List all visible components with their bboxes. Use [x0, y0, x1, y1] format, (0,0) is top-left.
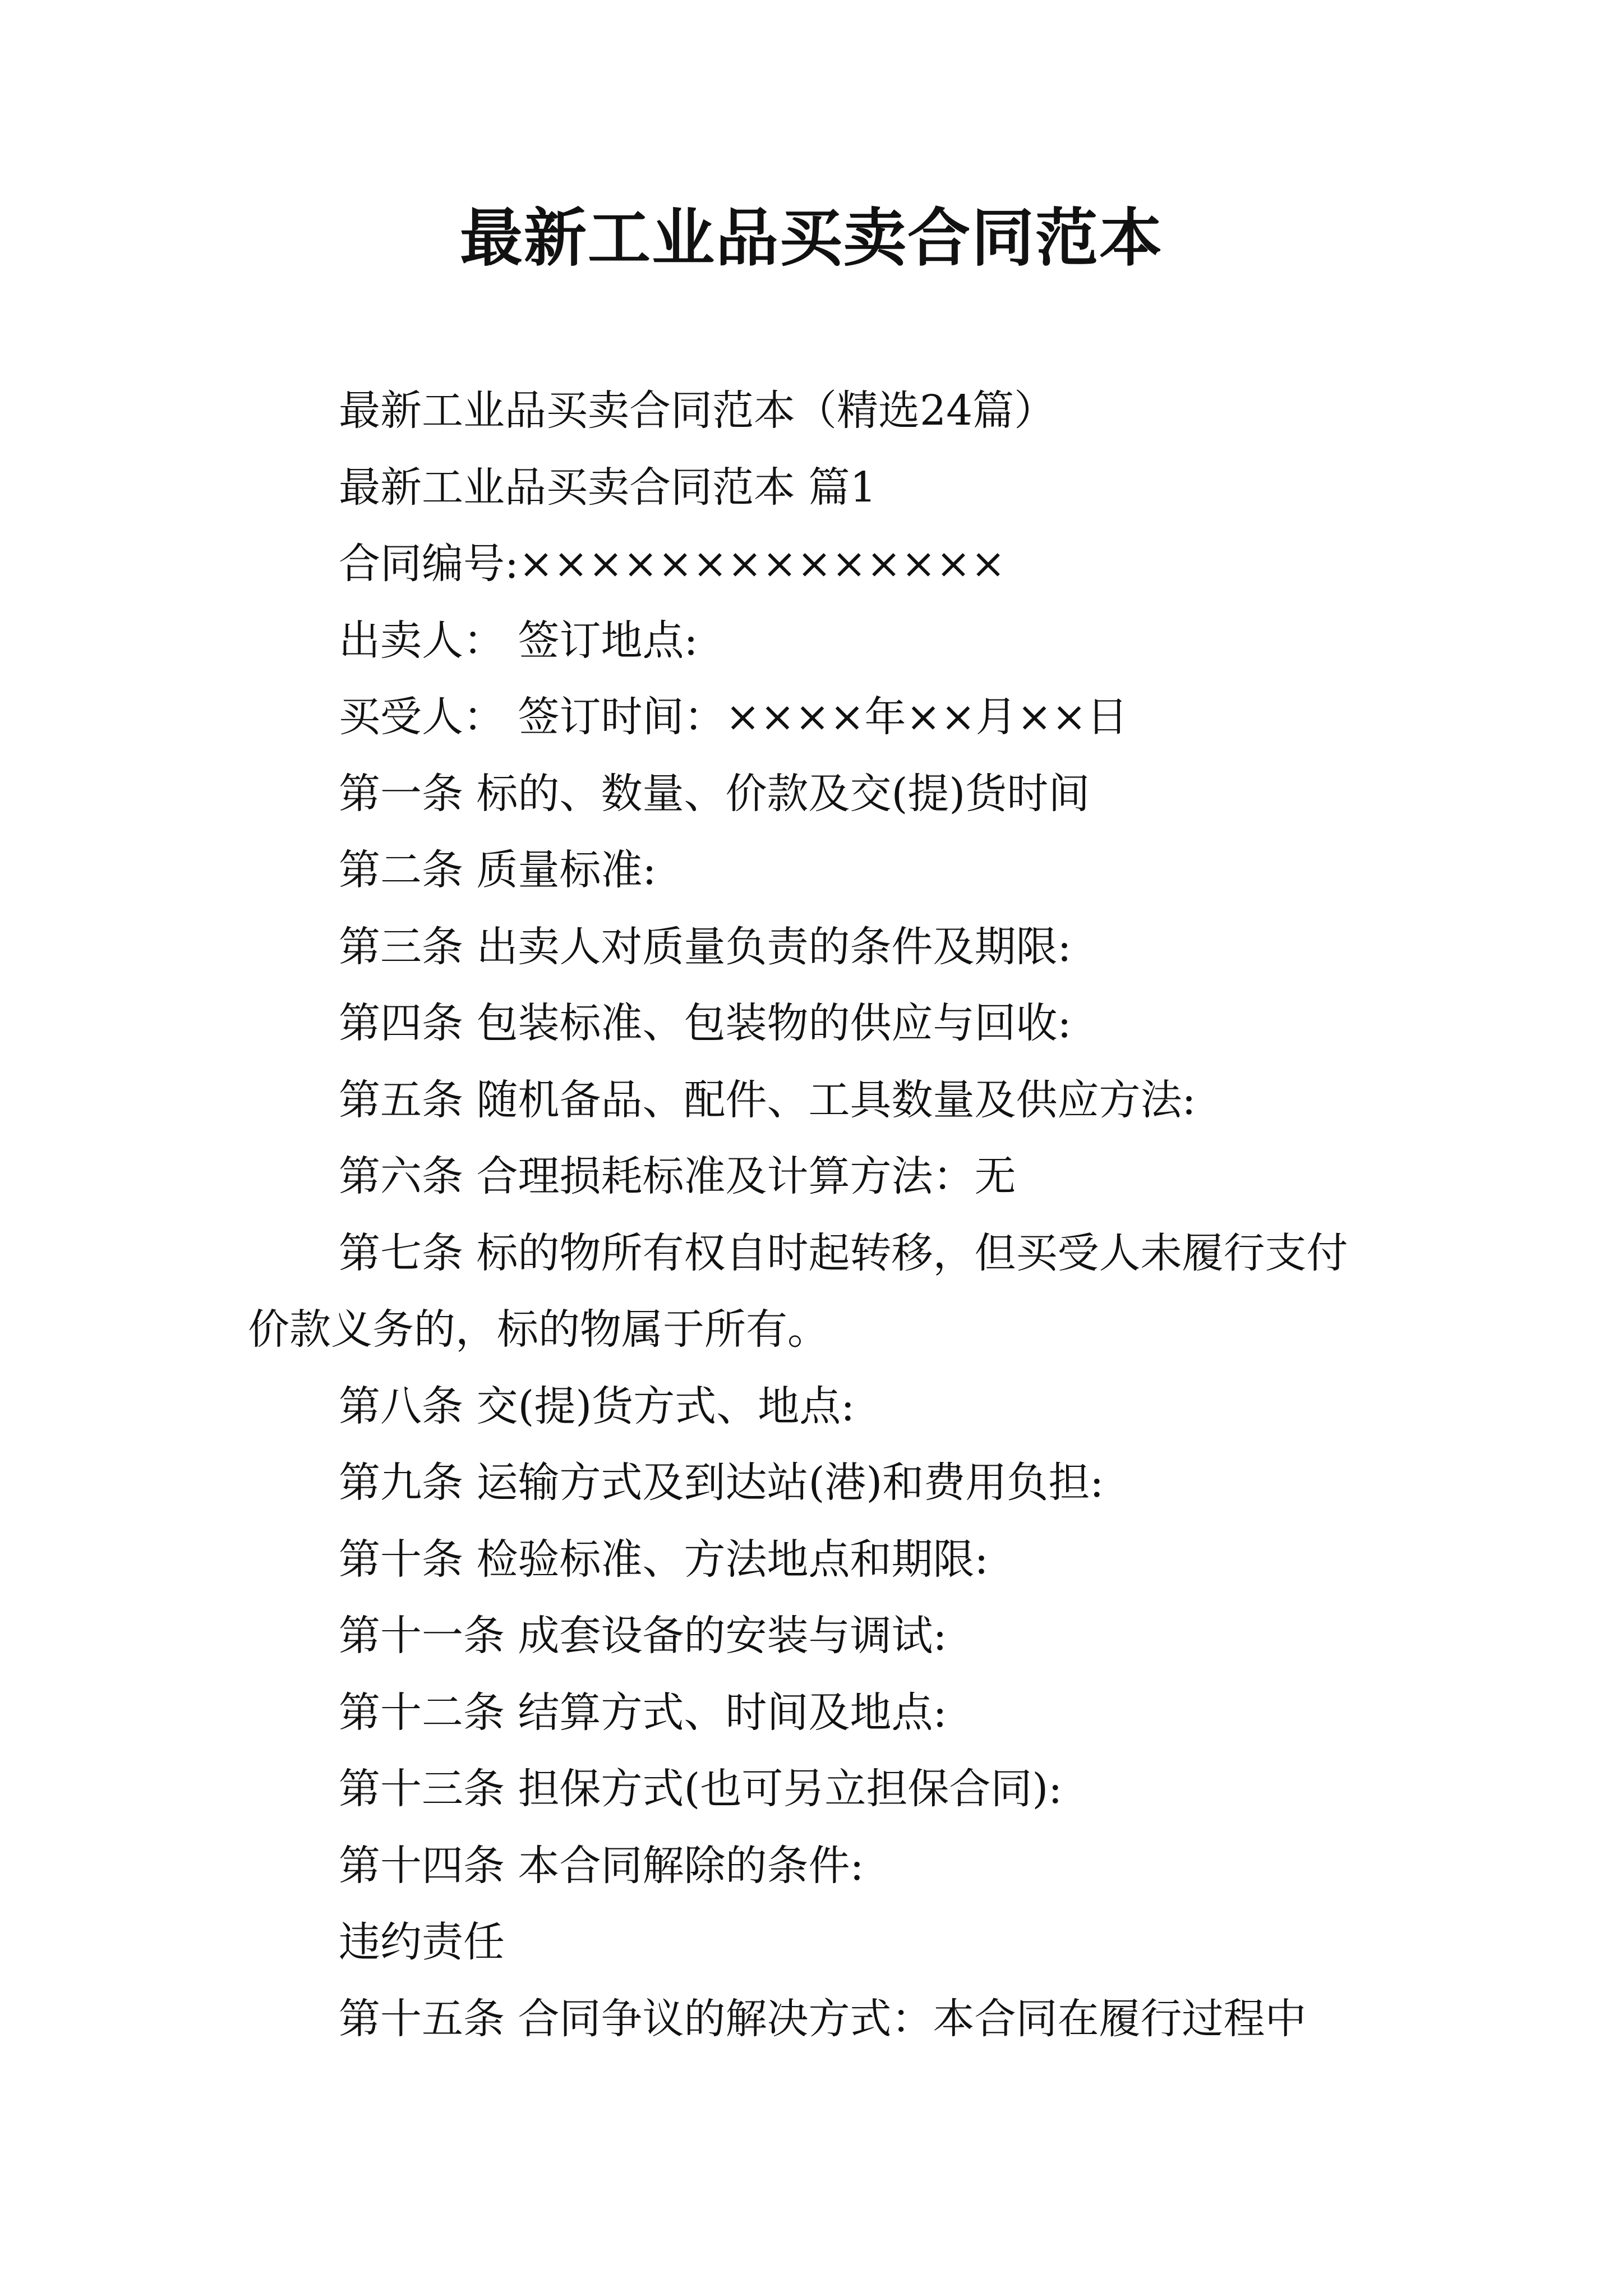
paragraph-article-8: 第八条 交(提)货方式、地点: [339, 1382, 855, 1430]
paragraph-article-12: 第十二条 结算方式、时间及地点: [339, 1688, 947, 1737]
document-title: 最新工业品买卖合同范本 [460, 202, 1163, 275]
paragraph-article-14: 第十四条 本合同解除的条件: [339, 1841, 864, 1890]
paragraph-section-heading: 最新工业品买卖合同范本 篇1 [339, 463, 877, 512]
paragraph-article-10: 第十条 检验标准、方法地点和期限: [339, 1535, 989, 1584]
paragraph-article-7: 第七条 标的物所有权自时起转移，但买受人未履行支付价款义务的，标的物属于所有。 [248, 1228, 1348, 1354]
paragraph-liability-heading: 违约责任 [339, 1918, 505, 1966]
paragraph-subtitle: 最新工业品买卖合同范本（精选24篇） [339, 386, 1056, 435]
paragraph-article-5: 第五条 随机备品、配件、工具数量及供应方法: [339, 1075, 1196, 1124]
paragraph-seller: 出卖人： 签订地点: [339, 616, 698, 665]
paragraph-contract-number: 合同编号:×××××××××××××× [339, 540, 1006, 588]
paragraph-article-6: 第六条 合理损耗标准及计算方法：无 [339, 1152, 1016, 1200]
paragraph-article-2: 第二条 质量标准: [339, 846, 657, 894]
paragraph-article-1: 第一条 标的、数量、价款及交(提)货时间 [339, 769, 1090, 818]
paragraph-article-15: 第十五条 合同争议的解决方式：本合同在履行过程中 [339, 1994, 1307, 2043]
document-body [248, 372, 1381, 2057]
paragraph-article-9: 第九条 运输方式及到达站(港)和费用负担: [339, 1458, 1104, 1507]
paragraph-article-3: 第三条 出卖人对质量负责的条件及期限: [339, 922, 1072, 971]
paragraph-buyer: 买受人： 签订时间：××××年××月××日 [339, 693, 1128, 741]
paragraph-article-13: 第十三条 担保方式(也可另立担保合同): [339, 1765, 1063, 1813]
paragraph-article-11: 第十一条 成套设备的安装与调试: [339, 1612, 947, 1660]
paragraph-article-4: 第四条 包装标准、包装物的供应与回收: [339, 999, 1072, 1047]
